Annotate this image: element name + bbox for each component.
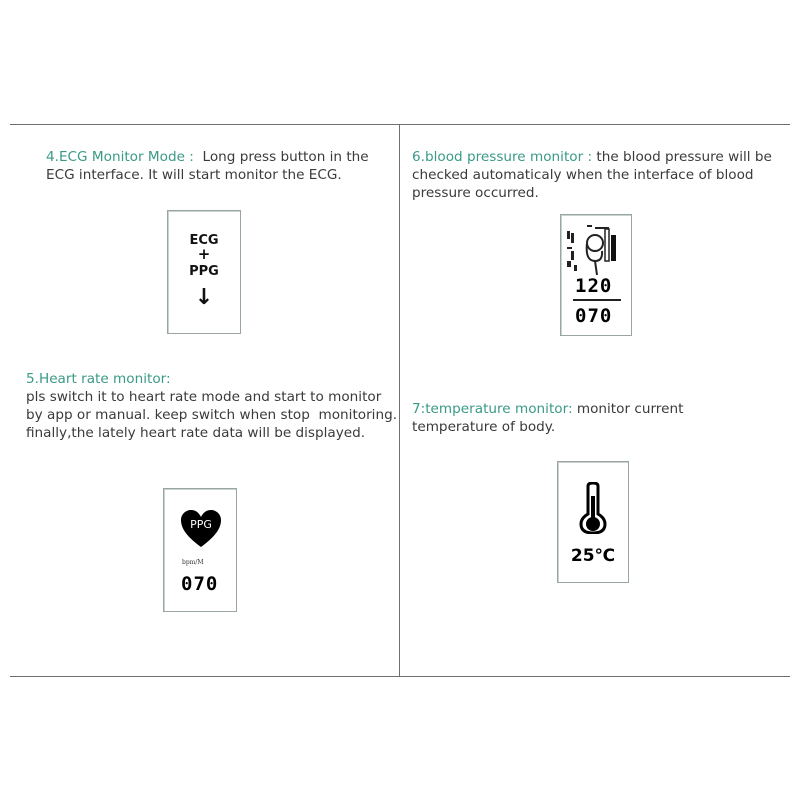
ecg-label: ECG — [189, 233, 219, 248]
heart-label: PPG — [190, 518, 212, 531]
hr-text-3: finally,the lately heart rate data will be displayed. — [26, 425, 366, 441]
bp-section — [412, 148, 782, 202]
ecg-section — [46, 148, 396, 184]
arrow-down-icon: ↓ — [194, 285, 214, 310]
ppg-label: PPG — [189, 264, 219, 279]
cuff-icon — [565, 221, 625, 277]
hr-title: 5.Heart rate monitor: — [26, 371, 171, 387]
thermometer-icon — [578, 482, 608, 534]
ecg-text-1: Long press button in the — [193, 149, 369, 165]
bp-text-1: the blood pressure will be — [592, 149, 772, 165]
hr-value: 070 — [181, 573, 219, 595]
temp-value: 25℃ — [570, 546, 616, 566]
bp-systolic: 120 — [575, 275, 613, 297]
plus-sign: + — [197, 245, 211, 263]
center-divider — [399, 124, 400, 676]
bottom-rule — [10, 676, 790, 677]
temp-section — [412, 400, 782, 436]
hr-text-1: pls switch it to heart rate mode and start to monitor — [26, 389, 382, 405]
temp-text-1: monitor current — [572, 401, 684, 417]
bp-text-2: checked automaticaly when the interface of blood — [412, 167, 754, 183]
hr-text-2: by app or manual. keep switch when stop monitoring. — [26, 407, 398, 423]
hr-section — [26, 370, 396, 442]
bp-text-3: pressure occurred. — [412, 185, 539, 201]
ecg-text-2: ECG interface. It will start monitor the ECG. — [46, 167, 342, 183]
temp-title: 7:temperature monitor: — [412, 401, 573, 417]
temp-device-screen — [557, 461, 629, 583]
ecg-device-screen — [167, 210, 241, 334]
hr-device-screen — [163, 488, 237, 612]
hr-unit: bpm/M — [182, 559, 204, 566]
bp-device-screen — [560, 214, 632, 336]
ecg-title: 4.ECG Monitor Mode : — [46, 149, 194, 165]
bp-separator — [573, 299, 621, 301]
bp-diastolic: 070 — [575, 305, 613, 327]
temp-text-2: temperature of body. — [412, 419, 556, 435]
bp-title: 6.blood pressure monitor : — [412, 149, 593, 165]
top-rule — [10, 124, 790, 125]
